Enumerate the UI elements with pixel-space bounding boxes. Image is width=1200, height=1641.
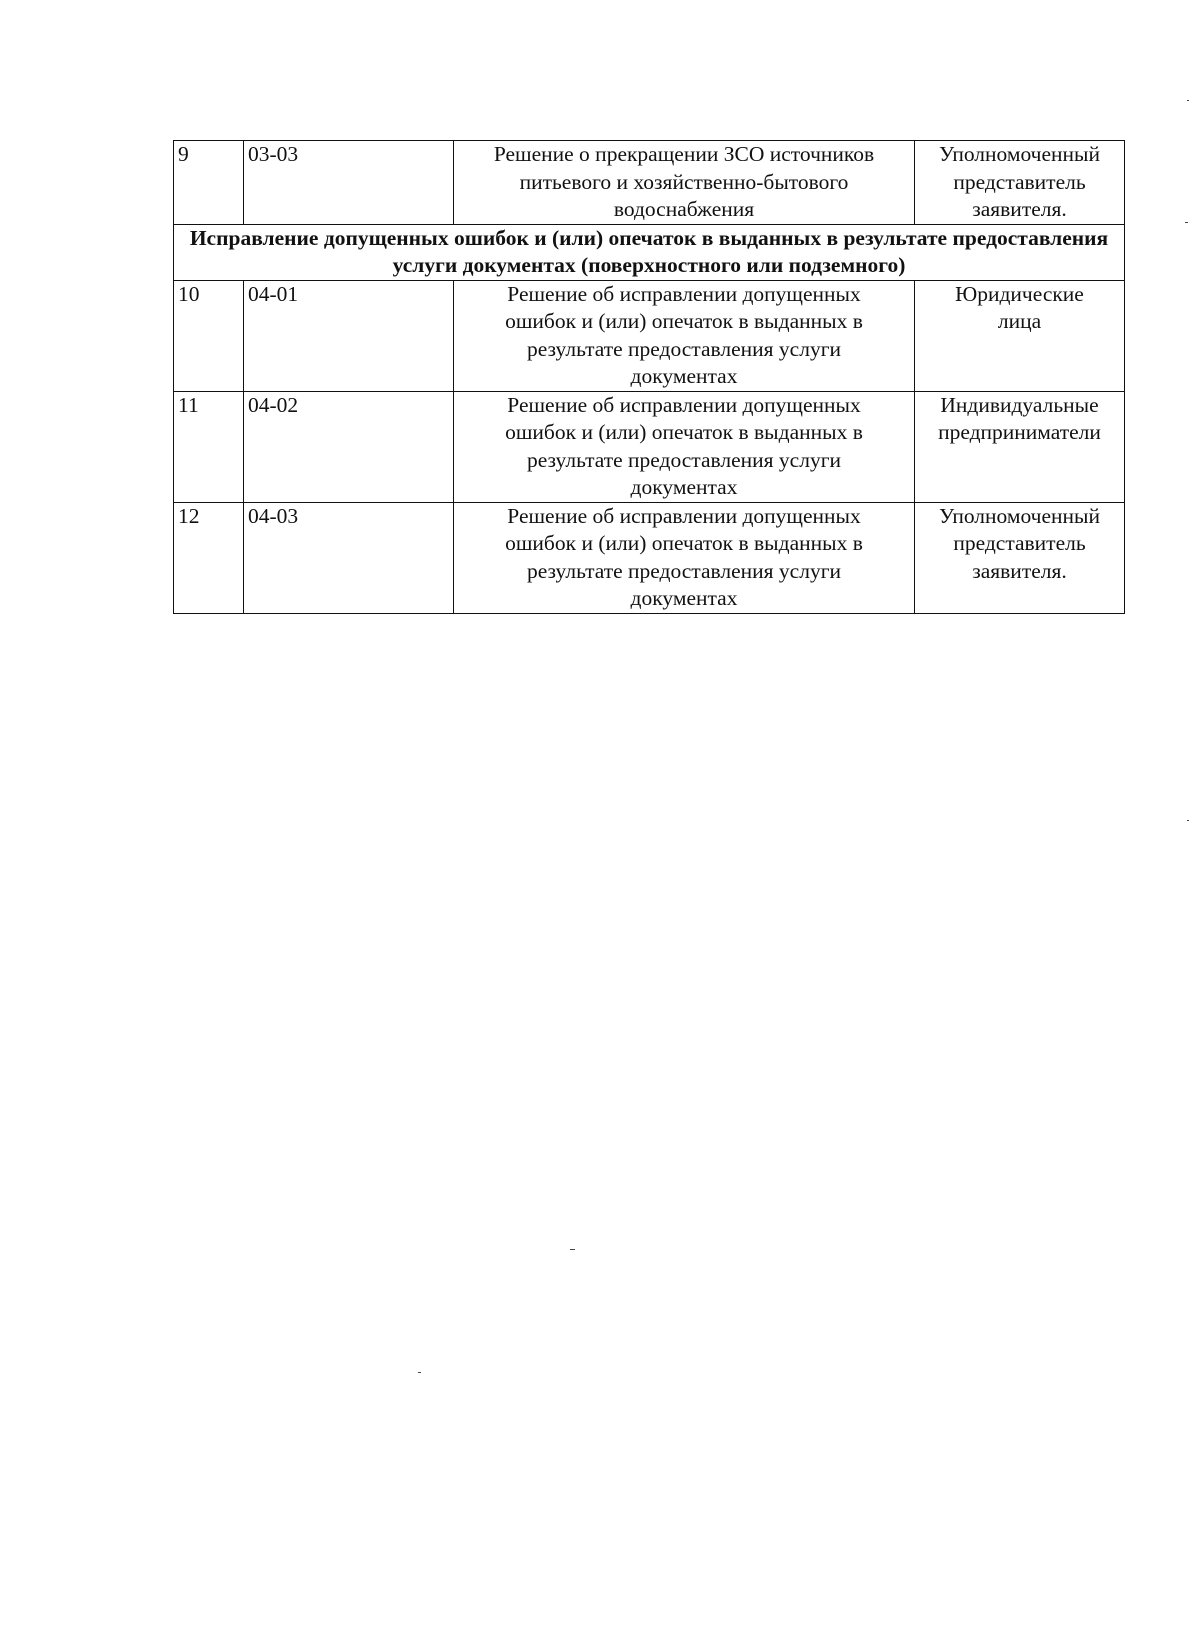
services-table <box>173 140 1125 614</box>
row-applicant: Уполномоченный представитель заявителя. <box>915 502 1125 613</box>
row-code: 04-01 <box>244 280 454 391</box>
row-applicant: Юридические лица <box>915 280 1125 391</box>
row-number: 10 <box>174 280 244 391</box>
row-code: 04-03 <box>244 502 454 613</box>
row-code: 03-03 <box>244 141 454 225</box>
row-code: 04-02 <box>244 391 454 502</box>
scan-speck <box>1185 222 1188 223</box>
scan-speck <box>570 1249 575 1250</box>
scan-speck <box>1187 100 1189 101</box>
scan-speck <box>418 1372 421 1373</box>
section-row <box>174 224 1125 280</box>
section-title: Исправление допущенных ошибок и (или) опечаток в выданных в результате предоставления услуги документах (поверхностного или подземного) <box>174 224 1125 280</box>
row-number: 9 <box>174 141 244 225</box>
row-number: 11 <box>174 391 244 502</box>
table-row <box>174 391 1125 502</box>
row-number: 12 <box>174 502 244 613</box>
row-decision-name: Решение о прекращении ЗСО источников питьевого и хозяйственно-бытового водоснабжения <box>454 141 915 225</box>
table-row <box>174 280 1125 391</box>
row-decision-name: Решение об исправлении допущенных ошибок и (или) опечаток в выданных в результате предоставления услуги документах <box>454 502 915 613</box>
row-applicant: Индивидуальные предприниматели <box>915 391 1125 502</box>
row-decision-name: Решение об исправлении допущенных ошибок и (или) опечаток в выданных в результате предоставления услуги документах <box>454 280 915 391</box>
table-row <box>174 502 1125 613</box>
row-applicant: Уполномоченный представитель заявителя. <box>915 141 1125 225</box>
row-decision-name: Решение об исправлении допущенных ошибок и (или) опечаток в выданных в результате предоставления услуги документах <box>454 391 915 502</box>
scan-speck <box>1187 820 1189 821</box>
table-row <box>174 141 1125 225</box>
